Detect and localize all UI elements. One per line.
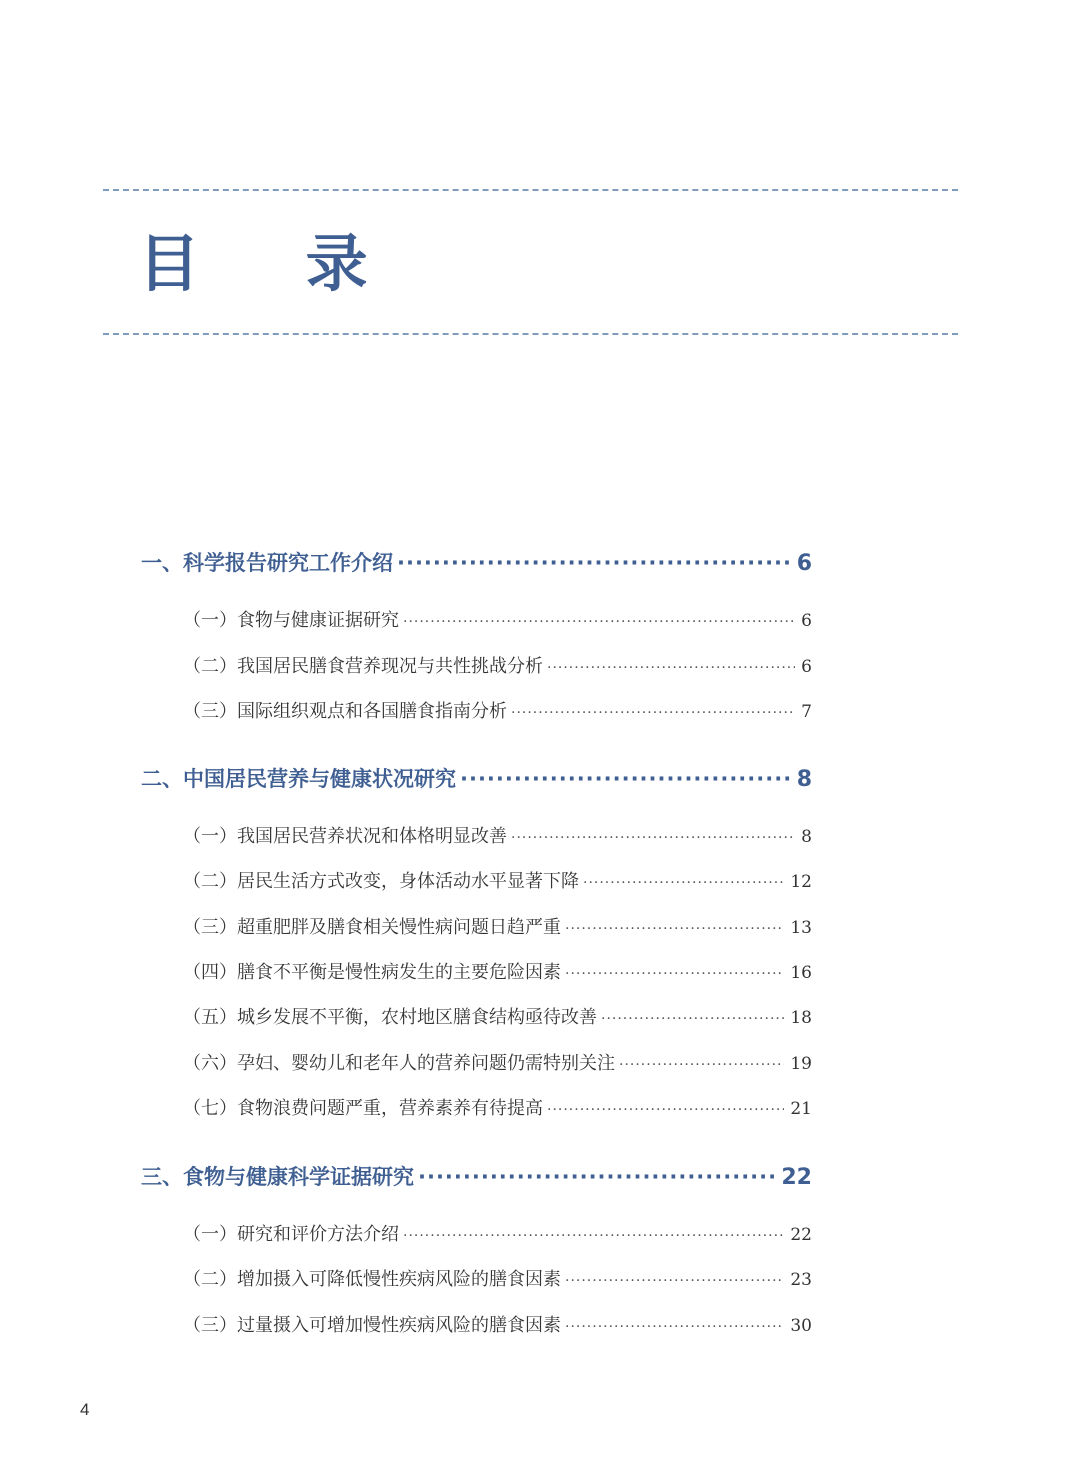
toc-title: 目 录 [138, 227, 410, 300]
toc-entry-text: （一）我国居民营养状况和体格明显改善 [183, 826, 507, 847]
toc-leader-dots [403, 607, 795, 637]
toc-section[interactable] [141, 546, 812, 580]
toc-leader-dots [460, 762, 791, 796]
toc-item[interactable] [183, 1049, 812, 1079]
toc-page-number: 19 [790, 1054, 812, 1074]
toc-entry-text: （三）过量摄入可增加慢性疾病风险的膳食因素 [183, 1315, 561, 1336]
toc-page-number: 13 [790, 918, 812, 938]
toc-entry-text: （六）孕妇、婴幼儿和老年人的营养问题仍需特别关注 [183, 1053, 615, 1074]
toc-item[interactable] [183, 1265, 812, 1295]
toc-item[interactable] [183, 697, 812, 727]
toc-item[interactable] [183, 822, 812, 852]
toc-page-number: 8 [796, 767, 812, 792]
toc-leader-dots [547, 1095, 784, 1125]
toc-entry-text: （三）国际组织观点和各国膳食指南分析 [183, 701, 507, 722]
toc-entry-text: （一）食物与健康证据研究 [183, 610, 399, 631]
toc-leader-dots [397, 546, 791, 580]
toc-page-number: 6 [801, 611, 812, 631]
toc-page-number: 30 [790, 1316, 812, 1336]
toc-entry-text: （二）我国居民膳食营养现况与共性挑战分析 [183, 656, 543, 677]
toc-entry-text: （二）增加摄入可降低慢性疾病风险的膳食因素 [183, 1269, 561, 1290]
toc-item[interactable] [183, 606, 812, 636]
toc-page-number: 8 [801, 827, 812, 847]
toc-page-number: 21 [790, 1099, 812, 1119]
toc-leader-dots [403, 1221, 784, 1251]
toc-leader-dots [511, 698, 795, 728]
toc-leader-dots [565, 1266, 784, 1296]
toc-page-number: 22 [790, 1225, 812, 1245]
toc-item[interactable] [183, 652, 812, 682]
toc-leader-dots [418, 1160, 775, 1194]
toc-leader-dots [511, 823, 795, 853]
toc-page-number: 16 [790, 963, 812, 983]
toc-page-number: 7 [801, 702, 812, 722]
toc-leader-dots [565, 914, 784, 944]
toc-entry-text: （二）居民生活方式改变，身体活动水平显著下降 [183, 871, 579, 892]
toc-leader-dots [583, 868, 784, 898]
toc-item[interactable] [183, 958, 812, 988]
bottom-dashed-divider [103, 333, 958, 335]
top-dashed-divider [103, 189, 958, 191]
toc-page-number: 23 [790, 1270, 812, 1290]
toc-item[interactable] [183, 1220, 812, 1250]
toc-leader-dots [547, 653, 795, 683]
toc-leader-dots [565, 959, 784, 989]
toc-item[interactable] [183, 1311, 812, 1341]
toc-item[interactable] [183, 1003, 812, 1033]
toc-section[interactable] [141, 1160, 812, 1194]
toc-page-number: 18 [790, 1008, 812, 1028]
toc-leader-dots [565, 1312, 784, 1342]
toc-page-number: 12 [790, 872, 812, 892]
toc-page-number: 6 [796, 551, 812, 576]
toc-entry-text: （七）食物浪费问题严重，营养素养有待提高 [183, 1098, 543, 1119]
toc-entry-text: （一）研究和评价方法介绍 [183, 1224, 399, 1245]
toc-page-number: 22 [781, 1165, 812, 1190]
toc-entry-text: （四）膳食不平衡是慢性病发生的主要危险因素 [183, 962, 561, 983]
toc-section[interactable] [141, 762, 812, 796]
toc-entry-text: （三）超重肥胖及膳食相关慢性病问题日趋严重 [183, 917, 561, 938]
page-number: 4 [80, 1400, 90, 1419]
toc-entry-text: 二、中国居民营养与健康状况研究 [141, 767, 456, 791]
toc-item[interactable] [183, 867, 812, 897]
toc-page-number: 6 [801, 657, 812, 677]
toc-entry-text: （五）城乡发展不平衡，农村地区膳食结构亟待改善 [183, 1007, 597, 1028]
toc-item[interactable] [183, 1094, 812, 1124]
toc-entry-text: 三、食物与健康科学证据研究 [141, 1165, 414, 1189]
toc-leader-dots [601, 1004, 784, 1034]
toc-item[interactable] [183, 913, 812, 943]
toc-entry-text: 一、科学报告研究工作介绍 [141, 551, 393, 575]
toc-leader-dots [619, 1050, 784, 1080]
